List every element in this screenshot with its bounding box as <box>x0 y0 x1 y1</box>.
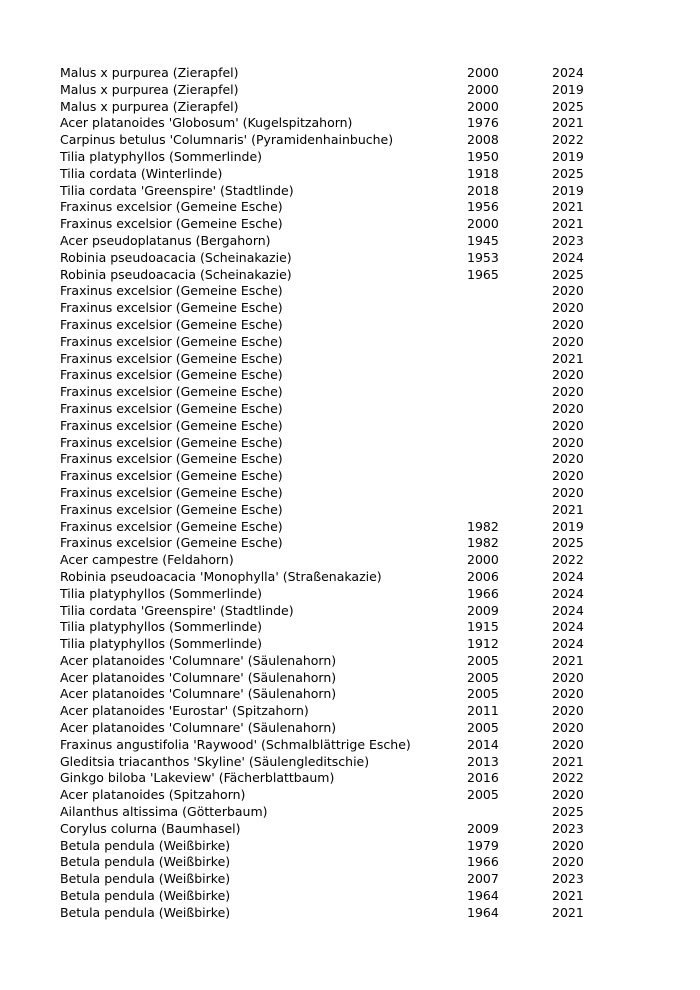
table-row <box>60 317 620 334</box>
planting-year-cell: 2009 <box>467 602 499 618</box>
inspection-year-cell: 2025 <box>552 165 584 181</box>
tree-species-cell: Fraxinus excelsior (Gemeine Esche) <box>60 484 283 500</box>
tree-species-cell: Acer platanoides (Spitzahorn) <box>60 787 246 803</box>
inspection-year-cell: 2024 <box>552 602 584 618</box>
tree-species-cell: Fraxinus excelsior (Gemeine Esche) <box>60 316 283 332</box>
table-row <box>60 367 620 384</box>
tree-species-cell: Betula pendula (Weißbirke) <box>60 837 231 853</box>
inspection-year-cell: 2020 <box>552 300 584 316</box>
table-row <box>60 552 620 569</box>
table-row <box>60 65 620 82</box>
tree-species-cell: Fraxinus excelsior (Gemeine Esche) <box>60 535 283 551</box>
inspection-year-cell: 2020 <box>552 669 584 685</box>
planting-year-cell: 2005 <box>467 669 499 685</box>
table-row <box>60 132 620 149</box>
table-row <box>60 854 620 871</box>
planting-year-cell: 1976 <box>467 115 499 131</box>
inspection-year-cell: 2021 <box>552 199 584 215</box>
table-row <box>60 334 620 351</box>
inspection-year-cell: 2020 <box>552 417 584 433</box>
tree-species-cell: Robinia pseudoacacia (Scheinakazie) <box>60 266 292 282</box>
table-row <box>60 653 620 670</box>
tree-species-cell: Fraxinus excelsior (Gemeine Esche) <box>60 501 283 517</box>
inspection-year-cell: 2021 <box>552 115 584 131</box>
tree-species-cell: Tilia platyphyllos (Sommerlinde) <box>60 619 263 635</box>
tree-species-cell: Malus x purpurea (Zierapfel) <box>60 98 239 114</box>
table-row <box>60 888 620 905</box>
tree-species-cell: Tilia cordata 'Greenspire' (Stadtlinde) <box>60 602 294 618</box>
inspection-year-cell: 2020 <box>552 283 584 299</box>
inspection-year-cell: 2020 <box>552 333 584 349</box>
planting-year-cell: 1953 <box>467 249 499 265</box>
tree-species-cell: Fraxinus angustifolia 'Raywood' (Schmalblättrige Esche) <box>60 736 411 752</box>
inspection-year-cell: 2024 <box>552 65 584 80</box>
inspection-year-cell: 2025 <box>552 804 584 820</box>
planting-year-cell: 1950 <box>467 148 499 164</box>
planting-year-cell: 1945 <box>467 232 499 248</box>
inspection-year-cell: 2020 <box>552 837 584 853</box>
planting-year-cell: 2005 <box>467 652 499 668</box>
planting-year-cell: 1982 <box>467 518 499 534</box>
table-row <box>60 821 620 838</box>
planting-year-cell: 2008 <box>467 132 499 148</box>
table-row <box>60 384 620 401</box>
planting-year-cell: 1915 <box>467 619 499 635</box>
table-row <box>60 804 620 821</box>
planting-year-cell: 2000 <box>467 216 499 232</box>
planting-year-cell: 1965 <box>467 266 499 282</box>
table-row <box>60 166 620 183</box>
table-row <box>60 535 620 552</box>
table-row <box>60 250 620 267</box>
table-row <box>60 703 620 720</box>
planting-year-cell: 2006 <box>467 568 499 584</box>
planting-year-cell: 1912 <box>467 636 499 652</box>
inspection-year-cell: 2020 <box>552 484 584 500</box>
planting-year-cell: 2000 <box>467 552 499 568</box>
inspection-year-cell: 2020 <box>552 400 584 416</box>
inspection-year-cell: 2020 <box>552 854 584 870</box>
tree-species-cell: Betula pendula (Weißbirke) <box>60 854 231 870</box>
tree-species-cell: Fraxinus excelsior (Gemeine Esche) <box>60 367 283 383</box>
planting-year-cell: 2000 <box>467 98 499 114</box>
inspection-year-cell: 2020 <box>552 720 584 736</box>
inspection-year-cell: 2021 <box>552 216 584 232</box>
planting-year-cell: 2005 <box>467 787 499 803</box>
tree-species-cell: Betula pendula (Weißbirke) <box>60 871 231 887</box>
inspection-year-cell: 2021 <box>552 501 584 517</box>
inspection-year-cell: 2025 <box>552 535 584 551</box>
table-row <box>60 636 620 653</box>
tree-species-cell: Fraxinus excelsior (Gemeine Esche) <box>60 434 283 450</box>
planting-year-cell: 2011 <box>467 703 499 719</box>
inspection-year-cell: 2019 <box>552 81 584 97</box>
tree-species-cell: Corylus colurna (Baumhasel) <box>60 820 241 836</box>
inspection-year-cell: 2020 <box>552 703 584 719</box>
tree-species-cell: Fraxinus excelsior (Gemeine Esche) <box>60 283 283 299</box>
inspection-year-cell: 2019 <box>552 518 584 534</box>
inspection-year-cell: 2023 <box>552 820 584 836</box>
inspection-year-cell: 2024 <box>552 619 584 635</box>
inspection-year-cell: 2025 <box>552 266 584 282</box>
inspection-year-cell: 2021 <box>552 350 584 366</box>
tree-species-cell: Fraxinus excelsior (Gemeine Esche) <box>60 400 283 416</box>
table-row <box>60 351 620 368</box>
inspection-year-cell: 2020 <box>552 787 584 803</box>
table-row <box>60 267 620 284</box>
inspection-year-cell: 2020 <box>552 468 584 484</box>
table-row <box>60 502 620 519</box>
inspection-year-cell: 2022 <box>552 132 584 148</box>
table-row <box>60 519 620 536</box>
planting-year-cell: 2000 <box>467 81 499 97</box>
table-row <box>60 670 620 687</box>
inspection-year-cell: 2023 <box>552 871 584 887</box>
tree-species-cell: Fraxinus excelsior (Gemeine Esche) <box>60 518 283 534</box>
table-row <box>60 754 620 771</box>
table-row <box>60 787 620 804</box>
tree-species-cell: Fraxinus excelsior (Gemeine Esche) <box>60 417 283 433</box>
planting-year-cell: 2005 <box>467 720 499 736</box>
table-row <box>60 485 620 502</box>
tree-species-cell: Robinia pseudoacacia (Scheinakazie) <box>60 249 292 265</box>
inspection-year-cell: 2020 <box>552 736 584 752</box>
table-row <box>60 99 620 116</box>
planting-year-cell: 2018 <box>467 182 499 198</box>
table-row <box>60 300 620 317</box>
inspection-year-cell: 2020 <box>552 686 584 702</box>
inspection-year-cell: 2019 <box>552 148 584 164</box>
table-row <box>60 183 620 200</box>
planting-year-cell: 2014 <box>467 736 499 752</box>
table-row <box>60 720 620 737</box>
tree-species-cell: Tilia platyphyllos (Sommerlinde) <box>60 636 263 652</box>
table-row <box>60 216 620 233</box>
table-row <box>60 149 620 166</box>
inspection-year-cell: 2022 <box>552 770 584 786</box>
planting-year-cell: 2000 <box>467 65 499 80</box>
inspection-year-cell: 2024 <box>552 585 584 601</box>
table-row <box>60 115 620 132</box>
table-row <box>60 401 620 418</box>
table-row <box>60 619 620 636</box>
tree-species-cell: Acer platanoides 'Globosum' (Kugelspitzahorn) <box>60 115 353 131</box>
inspection-year-cell: 2020 <box>552 384 584 400</box>
tree-species-cell: Tilia platyphyllos (Sommerlinde) <box>60 585 263 601</box>
inspection-year-cell: 2024 <box>552 249 584 265</box>
tree-species-cell: Fraxinus excelsior (Gemeine Esche) <box>60 199 283 215</box>
tree-species-cell: Malus x purpurea (Zierapfel) <box>60 81 239 97</box>
planting-year-cell: 2009 <box>467 820 499 836</box>
planting-year-cell: 2013 <box>467 753 499 769</box>
inspection-year-cell: 2023 <box>552 232 584 248</box>
table-row <box>60 569 620 586</box>
table-row <box>60 283 620 300</box>
inspection-year-cell: 2021 <box>552 753 584 769</box>
tree-species-cell: Acer platanoides 'Eurostar' (Spitzahorn) <box>60 703 309 719</box>
table-row <box>60 199 620 216</box>
tree-species-cell: Tilia cordata (Winterlinde) <box>60 165 223 181</box>
table-row <box>60 451 620 468</box>
inspection-year-cell: 2024 <box>552 568 584 584</box>
inspection-year-cell: 2024 <box>552 636 584 652</box>
table-row <box>60 586 620 603</box>
tree-species-cell: Acer platanoides 'Columnare' (Säulenahorn) <box>60 669 337 685</box>
inspection-year-cell: 2021 <box>552 652 584 668</box>
inspection-year-cell: 2020 <box>552 451 584 467</box>
inspection-year-cell: 2020 <box>552 367 584 383</box>
table-row <box>60 905 620 922</box>
tree-species-cell: Acer platanoides 'Columnare' (Säulenahorn) <box>60 686 337 702</box>
tree-species-cell: Fraxinus excelsior (Gemeine Esche) <box>60 451 283 467</box>
planting-year-cell: 1966 <box>467 854 499 870</box>
tree-species-cell: Fraxinus excelsior (Gemeine Esche) <box>60 350 283 366</box>
tree-species-cell: Tilia cordata 'Greenspire' (Stadtlinde) <box>60 182 294 198</box>
inspection-year-cell: 2022 <box>552 552 584 568</box>
planting-year-cell: 1918 <box>467 165 499 181</box>
table-row <box>60 418 620 435</box>
tree-species-cell: Fraxinus excelsior (Gemeine Esche) <box>60 216 283 232</box>
tree-species-cell: Malus x purpurea (Zierapfel) <box>60 65 239 80</box>
inspection-year-cell: 2025 <box>552 98 584 114</box>
inspection-year-cell: 2021 <box>552 904 584 920</box>
table-row <box>60 770 620 787</box>
table-row <box>60 233 620 250</box>
tree-species-cell: Robinia pseudoacacia 'Monophylla' (Straßenakazie) <box>60 568 382 584</box>
tree-species-cell: Betula pendula (Weißbirke) <box>60 904 231 920</box>
tree-species-cell: Fraxinus excelsior (Gemeine Esche) <box>60 333 283 349</box>
tree-species-cell: Tilia platyphyllos (Sommerlinde) <box>60 148 263 164</box>
planting-year-cell: 2007 <box>467 871 499 887</box>
tree-species-cell: Acer platanoides 'Columnare' (Säulenahorn) <box>60 652 337 668</box>
inspection-year-cell: 2020 <box>552 434 584 450</box>
inspection-year-cell: 2019 <box>552 182 584 198</box>
planting-year-cell: 2005 <box>467 686 499 702</box>
tree-species-cell: Ginkgo biloba 'Lakeview' (Fächerblattbaum) <box>60 770 335 786</box>
planting-year-cell: 2016 <box>467 770 499 786</box>
tree-table <box>60 65 620 922</box>
planting-year-cell: 1966 <box>467 585 499 601</box>
tree-species-cell: Betula pendula (Weißbirke) <box>60 888 231 904</box>
table-row <box>60 82 620 99</box>
tree-species-cell: Fraxinus excelsior (Gemeine Esche) <box>60 468 283 484</box>
planting-year-cell: 1956 <box>467 199 499 215</box>
tree-species-cell: Acer pseudoplatanus (Bergahorn) <box>60 232 271 248</box>
inspection-year-cell: 2020 <box>552 316 584 332</box>
inspection-year-cell: 2021 <box>552 888 584 904</box>
table-row <box>60 435 620 452</box>
table-row <box>60 468 620 485</box>
table-row <box>60 838 620 855</box>
tree-species-cell: Fraxinus excelsior (Gemeine Esche) <box>60 300 283 316</box>
tree-species-cell: Carpinus betulus 'Columnaris' (Pyramidenhainbuche) <box>60 132 394 148</box>
planting-year-cell: 1964 <box>467 904 499 920</box>
tree-species-cell: Ailanthus altissima (Götterbaum) <box>60 804 268 820</box>
tree-species-cell: Gleditsia triacanthos 'Skyline' (Säulengleditschie) <box>60 753 370 769</box>
planting-year-cell: 1964 <box>467 888 499 904</box>
tree-species-cell: Fraxinus excelsior (Gemeine Esche) <box>60 384 283 400</box>
planting-year-cell: 1979 <box>467 837 499 853</box>
table-row <box>60 737 620 754</box>
table-row <box>60 871 620 888</box>
tree-species-cell: Acer platanoides 'Columnare' (Säulenahorn) <box>60 720 337 736</box>
tree-species-cell: Acer campestre (Feldahorn) <box>60 552 234 568</box>
planting-year-cell: 1982 <box>467 535 499 551</box>
table-row <box>60 603 620 620</box>
table-row <box>60 686 620 703</box>
